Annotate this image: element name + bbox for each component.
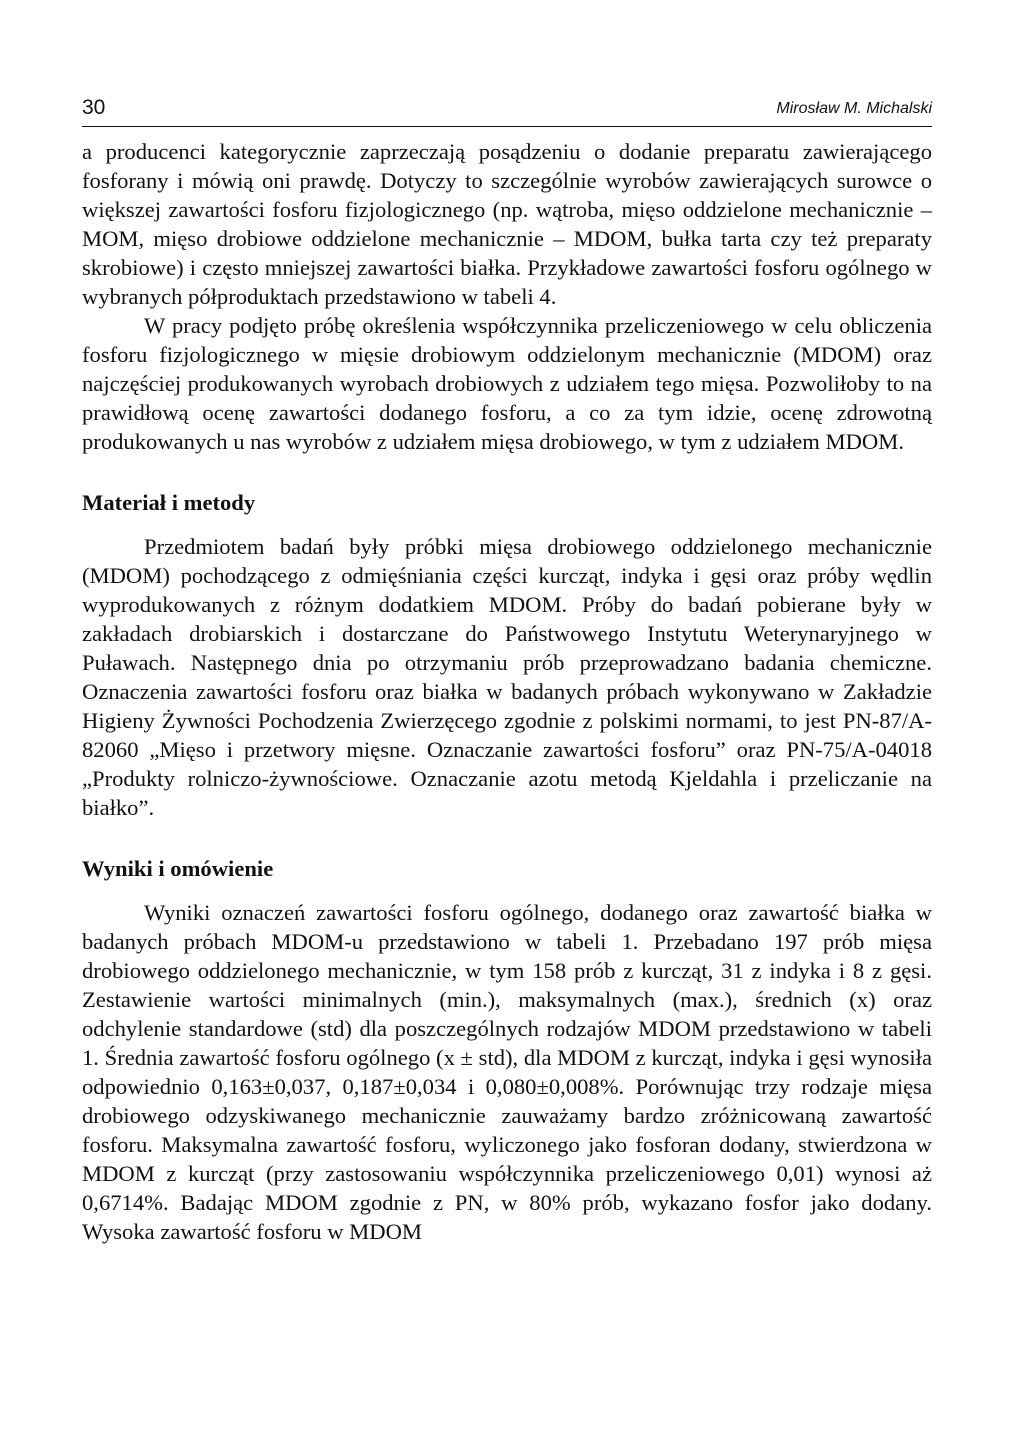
paragraph-results: Wyniki oznaczeń zawartości fosforu ogólnego, dodanego oraz zawartość białka w badanych próbach MDOM-u przedstawiono w tabeli 1. Przebadano 197 prób mięsa drobiowego oddzielonego mechanicznie, w tym 158 prób z kurcząt, 31 z indyka i 8 z gęsi. Zestawienie wartości minimalnych (min.), maksymalnych (max.), średnich (x) oraz odchylenie standardowe (std) dla poszczególnych rodzajów MDOM przedstawiono w tabeli 1. Średnia zawartość fosforu ogólnego (x ± std), dla MDOM z kurcząt, indyka i gęsi wynosiła odpowiednio 0,163±0,037, 0,187±0,034 i 0,080±0,008%. Porównując trzy rodzaje mięsa drobiowego odzyskiwanego mechanicznie zauważamy bardzo zróżnicowaną zawartość fosforu. Maksymalna zawartość fosforu, wyliczonego jako fosforan dodany, stwierdzona w MDOM z kurcząt (przy zastosowaniu współczynnika przeliczeniowego 0,01) wynosi aż 0,6714%. Badając MDOM zgodnie z PN, w 80% prób, wykazano fosfor jako dodany. Wysoka zawartość fosforu w MDOM	[82, 900, 932, 1244]
running-header	[82, 92, 932, 127]
section-heading-materials: Materiał i metody	[82, 490, 256, 515]
paragraph-intro-continued: a producenci kategorycznie zaprzeczają posądzeniu o dodanie preparatu zawierającego fosforany i mówią oni prawdę. Dotyczy to szczególnie wyrobów zawierających surowce o większej zawartości fosforu fizjologicznego (np. wątroba, mięso oddzielone mechanicznie – MOM, mięso drobiowe oddzielone mechanicznie – MDOM, bułka tarta czy też preparaty skrobiowe) i często mniejszej zawartości białka. Przykładowe zawartości fosforu ogólnego w wybranych półproduktach przedstawiono w tabeli 4.	[82, 139, 932, 309]
running-author: Mirosław M. Michalski	[776, 100, 932, 117]
paragraph-study-aim: W pracy podjęto próbę określenia współczynnika przeliczeniowego w celu obliczenia fosforu fizjologicznego w mięsie drobiowym oddzielonym mechanicznie (MDOM) oraz najczęściej produkowanych wyrobach drobiowych z udziałem tego mięsa. Pozwoliłoby to na prawidłową ocenę zawartości dodanego fosforu, a co za tym idzie, ocenę zdrowotną produkowanych u nas wyrobów z udziałem mięsa drobiowego, w tym z udziałem MDOM.	[82, 313, 932, 454]
page-number: 30	[82, 96, 106, 119]
body-text	[82, 137, 932, 1246]
page	[82, 92, 932, 1246]
paragraph-materials: Przedmiotem badań były próbki mięsa drobiowego oddzielonego mechanicznie (MDOM) pochodzącego z odmięśniania części kurcząt, indyka i gęsi oraz próby wędlin wyprodukowanych z różnym dodatkiem MDOM. Próby do badań pobierane były w zakładach drobiarskich i dostarczane do Państwowego Instytutu Weterynaryjnego w Puławach. Następnego dnia po otrzymaniu prób przeprowadzano badania chemiczne. Oznaczenia zawartości fosforu oraz białka w badanych próbach wykonywano w Zakładzie Higieny Żywności Pochodzenia Zwierzęcego zgodnie z polskimi normami, to jest PN-87/A-82060 „Mięso i przetwory mięsne. Oznaczanie zawartości fosforu” oraz PN-75/A-04018 „Produkty rolniczo-żywnościowe. Oznaczanie azotu metodą Kjeldahla i przeliczanie na białko”.	[82, 534, 932, 820]
section-heading-results: Wyniki i omówienie	[82, 856, 274, 881]
